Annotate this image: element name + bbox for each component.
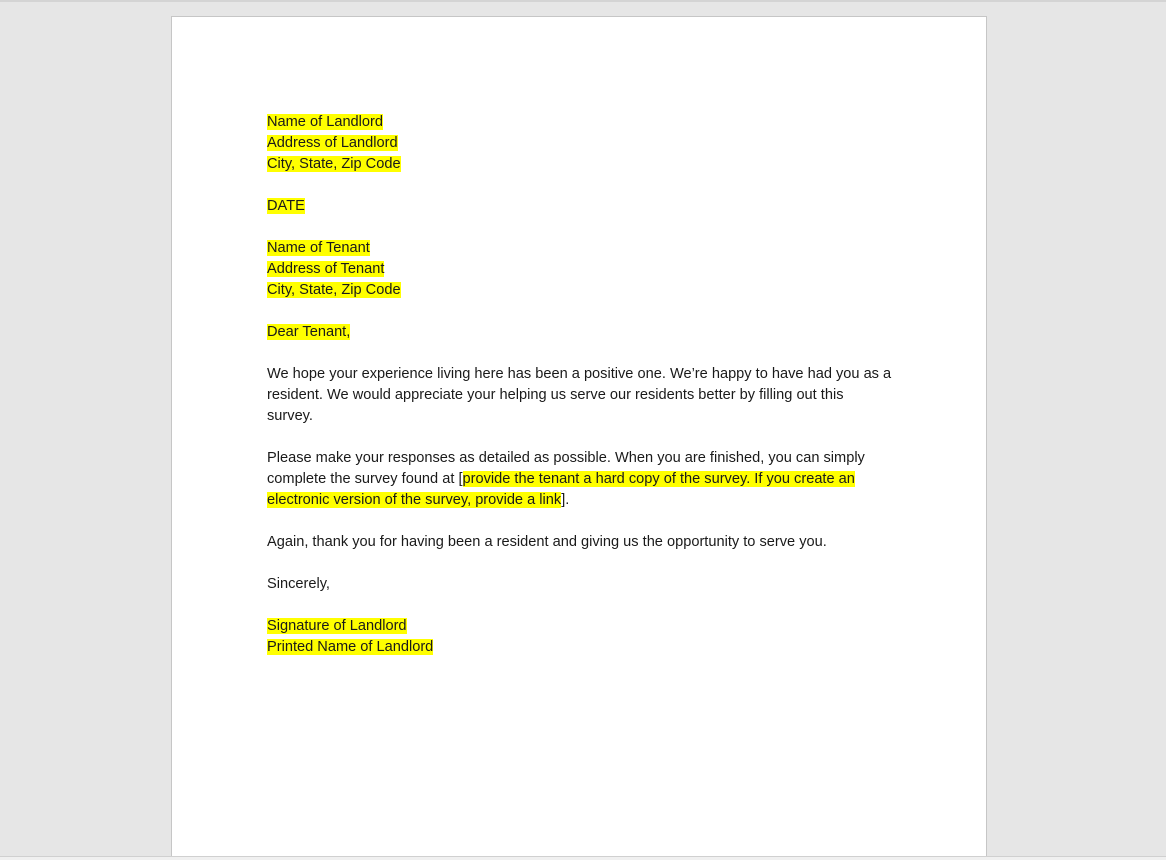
top-edge <box>0 0 1166 2</box>
paragraph-instructions-line-3 <box>267 490 907 511</box>
document-page[interactable] <box>171 16 987 860</box>
tenant-name: Name of Tenant <box>267 240 370 256</box>
tenant-address: Address of Tenant <box>267 261 385 277</box>
closing: Sincerely, <box>267 576 330 592</box>
landlord-name: Name of Landlord <box>267 114 384 130</box>
closing-line <box>267 574 907 595</box>
salutation-line <box>267 322 907 343</box>
paragraph-intro-line-2: resident. We would appreciate your helping us serve our residents better by filling out this <box>267 387 844 403</box>
paragraph-intro <box>267 364 907 427</box>
paragraph-thanks-line: Again, thank you for having been a resident and giving us the opportunity to serve you. <box>267 534 827 550</box>
signature-block <box>267 616 907 658</box>
paragraph-thanks <box>267 532 907 553</box>
landlord-city-state-zip: City, State, Zip Code <box>267 156 401 172</box>
letter-body[interactable] <box>267 112 907 679</box>
landlord-address: Address of Landlord <box>267 135 398 151</box>
survey-placeholder-part-2: electronic version of the survey, provide a link <box>267 492 562 508</box>
instructions-closing-bracket: ]. <box>561 492 570 508</box>
date-line <box>267 196 907 217</box>
tenant-city-state-zip: City, State, Zip Code <box>267 282 401 298</box>
instructions-plain-text: complete the survey found at [ <box>267 471 463 487</box>
paragraph-instructions <box>267 448 907 511</box>
salutation: Dear Tenant, <box>267 324 351 340</box>
signature-placeholder: Signature of Landlord <box>267 618 407 634</box>
bottom-edge <box>0 856 1166 860</box>
tenant-address-block <box>267 238 907 301</box>
landlord-address-block <box>267 112 907 175</box>
date-placeholder: DATE <box>267 198 305 214</box>
paragraph-intro-line-3: survey. <box>267 408 313 424</box>
paragraph-intro-line-1: We hope your experience living here has been a positive one. We’re happy to have had you as a <box>267 366 892 382</box>
printed-name-placeholder: Printed Name of Landlord <box>267 639 434 655</box>
paragraph-instructions-line-1: Please make your responses as detailed as possible. When you are finished, you can simply <box>267 450 865 466</box>
survey-placeholder-part-1: provide the tenant a hard copy of the survey. If you create an <box>462 471 855 487</box>
paragraph-instructions-line-2 <box>267 469 907 490</box>
